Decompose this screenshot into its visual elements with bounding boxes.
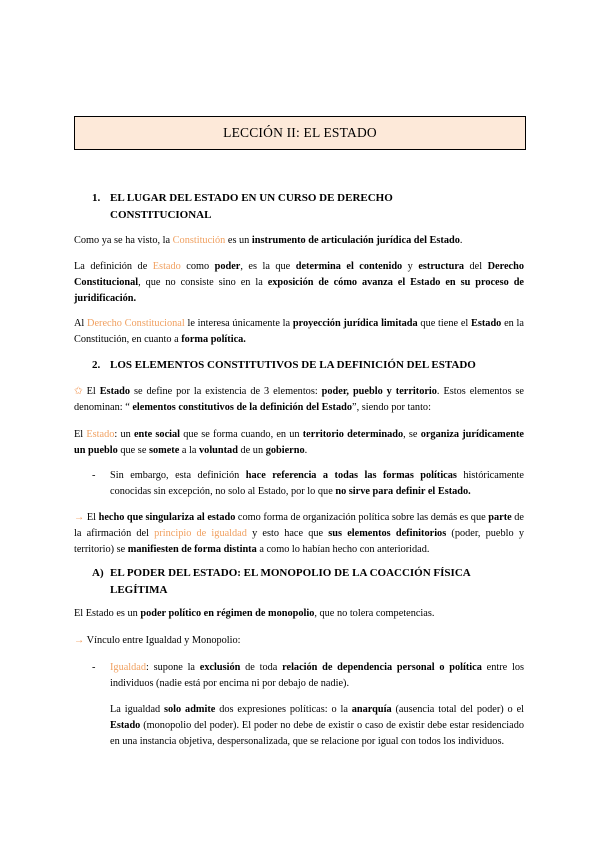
- subsection-a-title: EL PODER DEL ESTADO: EL MONOPOLIO DE LA COACCIÓN FÍSICA LEGÍTIMA: [110, 567, 471, 596]
- section-2-title: LOS ELEMENTOS CONSTITUTIVOS DE LA DEFINICIÓN DEL ESTADO: [110, 359, 476, 371]
- section-1-number: 1.: [92, 192, 101, 204]
- paragraph-1: Como ya se ha visto, la Constitución es un instrumento de articulación jurídica del Estado.: [74, 235, 463, 246]
- bullet-dash: -: [92, 470, 96, 481]
- paragraph-7: El Estado es un poder político en régimen de monopolio, que no tolera competencias.: [74, 608, 435, 619]
- bullet-item-2: Igualdad: supone la exclusión de toda relación de dependencia personal o política entre los individuos (nadie está por encima ni por debajo de nadie).: [110, 662, 524, 689]
- paragraph-5: El Estado: un ente social que se forma cuando, en un territorio determinado, se organiza jurídicamente un pueblo que se somete a la voluntad de un gobierno.: [74, 429, 524, 456]
- bullet-item-2-continued: La igualdad solo admite dos expresiones políticas: o la anarquía (ausencia total del poder) o el Estado (monopolio del poder). El poder no debe de existir o caso de existir debe estar residenciado en una instancia objetiva, despersonalizada, que se relacione por igual con todos los individuos.: [110, 704, 524, 747]
- section-1-title: EL LUGAR DEL ESTADO EN UN CURSO DE DERECHO CONSTITUCIONAL: [110, 192, 393, 221]
- arrow-right-icon: →: [74, 512, 85, 523]
- lesson-title-box: [74, 116, 526, 150]
- paragraph-6: → El hecho que singulariza al estado como forma de organización política sobre las demás es que parte de la afirmación del principio de igualdad y esto hace que sus elementos definitorios (poder, pueblo y territorio) se manifiesten de forma distinta a como lo habían hecho con anterioridad.: [74, 512, 524, 555]
- bullet-item-1: Sin embargo, esta definición hace referencia a todas las formas políticas históricamente conocidas sin excepción, no solo al Estado, por lo que no sirve para definir el Estado.: [110, 470, 524, 497]
- bullet-dash: -: [92, 662, 96, 673]
- arrow-right-icon: →: [74, 635, 85, 646]
- star-icon: ✩: [74, 386, 83, 397]
- section-2-number: 2.: [92, 359, 101, 371]
- paragraph-2: La definición de Estado como poder, es la que determina el contenido y estructura del Derecho Constitucional, que no consiste sino en la exposición de cómo avanza el Estado en su proceso de juridificación.: [74, 261, 524, 304]
- lesson-title: LECCIÓN II: EL ESTADO: [223, 124, 377, 140]
- paragraph-4: ✩ El Estado se define por la existencia de 3 elementos: poder, pueblo y territorio. Estos elementos se denominan: “ elementos constitutivos de la definición del Estado”, siendo por tanto:: [74, 386, 524, 413]
- paragraph-3: Al Derecho Constitucional le interesa únicamente la proyección jurídica limitada que tiene el Estado en la Constitución, en cuanto a forma política.: [74, 318, 524, 345]
- subsection-a-number: A): [92, 567, 104, 579]
- paragraph-8: → Vínculo entre Igualdad y Monopolio:: [74, 635, 241, 646]
